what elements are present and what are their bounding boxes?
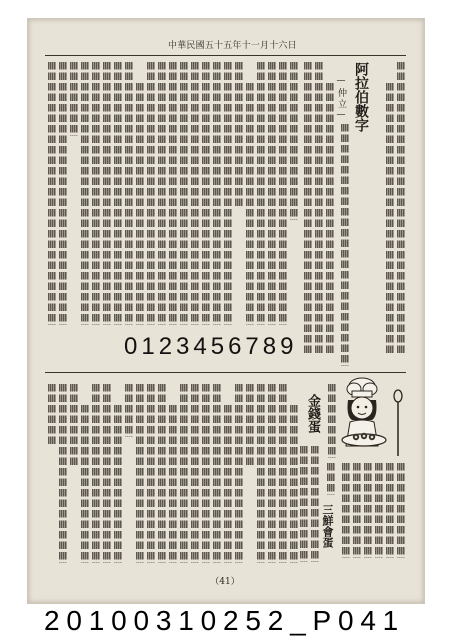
text-column bbox=[246, 384, 254, 468]
text-column bbox=[328, 384, 336, 458]
text-column bbox=[224, 405, 232, 563]
text-column bbox=[304, 62, 312, 356]
text-column bbox=[268, 62, 276, 325]
recipe-title: 金錢蛋 bbox=[305, 394, 320, 433]
text-column bbox=[213, 384, 221, 563]
text-column bbox=[158, 384, 166, 563]
text-column bbox=[114, 405, 122, 563]
article-title: 阿拉伯數字 bbox=[353, 62, 369, 132]
text-column bbox=[48, 384, 56, 447]
text-column bbox=[125, 62, 133, 325]
text-column bbox=[81, 405, 89, 563]
text-column bbox=[202, 62, 210, 325]
text-column bbox=[180, 62, 188, 325]
text-column bbox=[364, 463, 372, 558]
text-column bbox=[191, 384, 199, 563]
text-column bbox=[59, 62, 67, 325]
text-column bbox=[191, 62, 199, 325]
text-column bbox=[290, 62, 298, 220]
text-column bbox=[397, 62, 405, 356]
text-column bbox=[70, 384, 78, 468]
section-divider bbox=[45, 372, 406, 373]
text-column bbox=[81, 62, 89, 325]
recipe-title: 三鮮會蛋 bbox=[321, 504, 334, 548]
text-column bbox=[315, 62, 323, 356]
text-column bbox=[375, 463, 383, 558]
text-column bbox=[257, 384, 265, 563]
page-number: （41） bbox=[210, 577, 240, 587]
spoon-icon bbox=[394, 390, 402, 456]
text-column bbox=[158, 62, 166, 325]
text-column bbox=[386, 463, 394, 558]
text-column bbox=[147, 384, 155, 563]
text-column bbox=[290, 405, 298, 563]
arabic-digits-display: 0123456789 bbox=[124, 333, 298, 360]
image-caption: 20100310252_P041 bbox=[44, 605, 406, 636]
text-column bbox=[70, 62, 78, 136]
text-column bbox=[311, 446, 319, 562]
text-column bbox=[136, 384, 144, 563]
text-column bbox=[386, 83, 394, 356]
text-column bbox=[213, 62, 221, 325]
text-column bbox=[279, 62, 287, 325]
chef-illustration bbox=[338, 376, 408, 460]
text-column bbox=[300, 446, 308, 562]
text-column bbox=[246, 83, 254, 325]
text-column bbox=[202, 384, 210, 563]
text-column bbox=[224, 62, 232, 325]
article-author: —仲立— bbox=[336, 76, 346, 122]
header-rule bbox=[45, 55, 406, 56]
text-column bbox=[103, 62, 111, 325]
text-column bbox=[341, 124, 349, 366]
text-column bbox=[169, 62, 177, 325]
text-column bbox=[268, 384, 276, 563]
text-column bbox=[125, 384, 133, 437]
text-column bbox=[326, 83, 334, 356]
text-column bbox=[136, 83, 144, 325]
text-column bbox=[180, 384, 188, 563]
text-column bbox=[235, 384, 243, 563]
text-column bbox=[353, 463, 361, 558]
text-column bbox=[92, 62, 100, 325]
text-column bbox=[48, 62, 56, 325]
text-column bbox=[92, 384, 100, 563]
text-column bbox=[257, 62, 265, 325]
text-column bbox=[59, 384, 67, 563]
header-date: 中華民國五十五年十一月十六日 bbox=[168, 41, 297, 51]
text-column bbox=[114, 62, 122, 325]
chef-hat-icon bbox=[347, 378, 377, 397]
text-column bbox=[235, 62, 243, 209]
text-column bbox=[169, 405, 177, 563]
text-column bbox=[397, 463, 405, 558]
text-column bbox=[103, 384, 111, 563]
text-column bbox=[327, 463, 335, 495]
chef-face-icon bbox=[348, 397, 377, 420]
text-column bbox=[147, 62, 155, 325]
text-column bbox=[279, 384, 287, 563]
text-column bbox=[342, 463, 350, 558]
